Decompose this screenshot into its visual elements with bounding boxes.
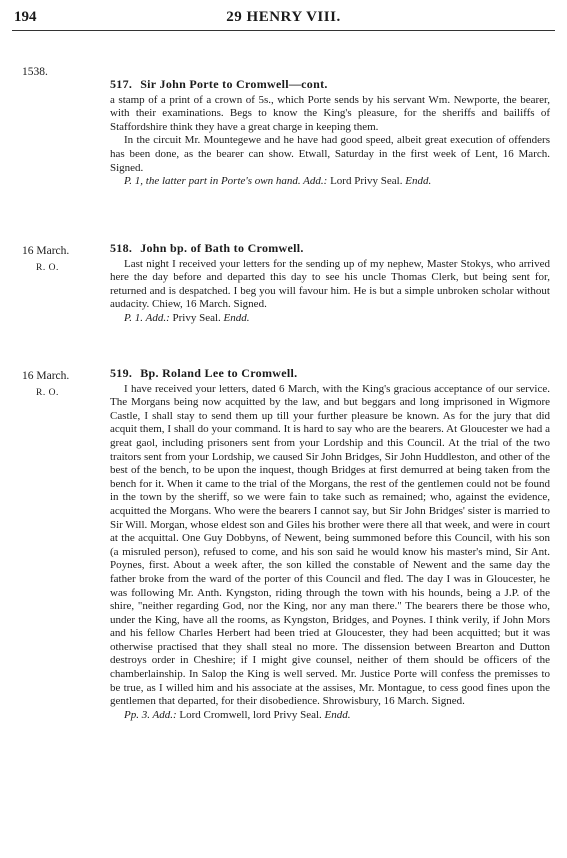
endorsement-note: [110, 175, 550, 189]
note-italic: P. 1, the latter part in Porte's own hand. Add.:: [124, 175, 328, 188]
entry-number: 517.: [110, 77, 133, 91]
margin-source-518: R. O.: [36, 263, 59, 273]
page-number: 194: [14, 9, 37, 25]
entry-number: 519.: [110, 366, 133, 380]
endorsement-note: [110, 312, 550, 326]
paragraph: I have received your letters, dated 6 March, with the King's gracious acceptance of our service. The Morgans being now acquitted by the law, and but beggars and long imprisoned in Wigmore Castle, I shall stay to send them up till your further pleasure be known. As for the jury that did acquit them, I shall do your command. It is hard to say who are the bearers. At Gloucester we had a great gaol, including prisoners sent from your Lordship and this Council. At the trial of the two traitors sent from your Lordship, we caused Sir John Bridges, Sir John Huddleston, and other of the best of the bench, to be upon the inquest, though Bridges at first demurred at being taken from the bench for it. When it came to the trial of the Morgans, the rest of the gentlemen could not be found in the town by the sheriff, so we were fain to take such as remained; who, against the evidence, acquitted the Morgans. Who were the bearers I cannot say, but Sir John Bridges' sister is married to Sir Will. Morgan, whose eldest son and Giles his brother were there all that week, and were in court at the acquittal. One Guy Dobbyns, of Newent, being summoned before this Council, with his son (a misruled person), refused to come, and his son said he would know his master's mind, Sir Ant. Poynes, first. About a week after, the son killed the constable of Newent and the same day the father broke from the ward of the porter of this Council and fled. The day I was in Gloucester, he was following Mr. Anth. Kyngston, riding through the town with his hounds, being a J.P. of the shire, "neither regarding God, nor the King, nor any man there." The bearers there be those who, under the King, have all the rooms, as Kyngston, Bridges, and Poynes. I think verily, if John Mors and his fellow Charles Herbert had been tried at Gloucester, they had been acquitted; but it was otherwise practised that they shall steal no more. The dissension between Brearton and Dutton destroys order in Cheshire; if I might give counsel, neither of them should be officers of the chamberlainship. In Salop the King is well served. Mr. Justice Porte will confess the premisses to be true, as I willed him and his associate at the assises, Mr. Montague, to cess good fines upon the gentlemen that departed, for their disobedience. Shrowisbury, 16 March. Signed.: [110, 382, 550, 708]
entry-heading-518: [110, 242, 550, 256]
note-address: Lord Privy Seal.: [327, 175, 403, 188]
note-address: Privy Seal.: [169, 311, 221, 324]
note-italic: P. 1. Add.:: [124, 311, 170, 324]
header-rule: [12, 30, 555, 31]
entry-heading-519: [110, 367, 550, 381]
entry-title: Bp. Roland Lee to Cromwell.: [140, 366, 298, 380]
paragraph: a stamp of a print of a crown of 5s., which Porte sends by his servant Wm. Newporte, the bearer, with their examinations. Begs to know the King's pleasure, for the sheriffs and bailiffs of Staffordshire think they have a great charge in keeping them.: [110, 93, 550, 133]
endorsement-note: [110, 709, 550, 723]
running-title: 29 HENRY VIII.: [226, 9, 341, 25]
margin-date-517: 1538.: [22, 66, 48, 78]
note-endd: Endd.: [220, 311, 250, 324]
note-italic: Pp. 3. Add.:: [124, 708, 177, 721]
paragraph: Last night I received your letters for the sending up of my nephew, Master Stokys, who arrived here the day before and departed this day to see his uncle Thomas Clerk, but being sent for, returned and is despatched. I beg you will favour him. He is but a simple unbroken scholar without audacity. Chiew, 16 March. Signed.: [110, 257, 550, 311]
entry-519: [110, 367, 550, 722]
margin-source-519: R. O.: [36, 388, 59, 398]
note-endd: Endd.: [321, 708, 351, 721]
margin-date-519: 16 March.: [22, 370, 70, 382]
margin-date-518: 16 March.: [22, 245, 70, 257]
paragraph: In the circuit Mr. Mountegewe and he have had good speed, albeit great execution of offenders has been done, as the bearer can show. Etwall, Saturday in the first week of Lent, 16 March. Signed.: [110, 134, 550, 174]
entry-title: John bp. of Bath to Cromwell.: [140, 241, 304, 255]
note-address: Lord Cromwell, lord Privy Seal.: [176, 708, 322, 721]
note-endd: Endd.: [402, 175, 432, 188]
entry-517: [110, 78, 550, 189]
entry-heading-517: [110, 78, 550, 92]
entry-number: 518.: [110, 241, 133, 255]
entry-518: [110, 242, 550, 326]
entry-title: Sir John Porte to Cromwell—cont.: [140, 77, 328, 91]
